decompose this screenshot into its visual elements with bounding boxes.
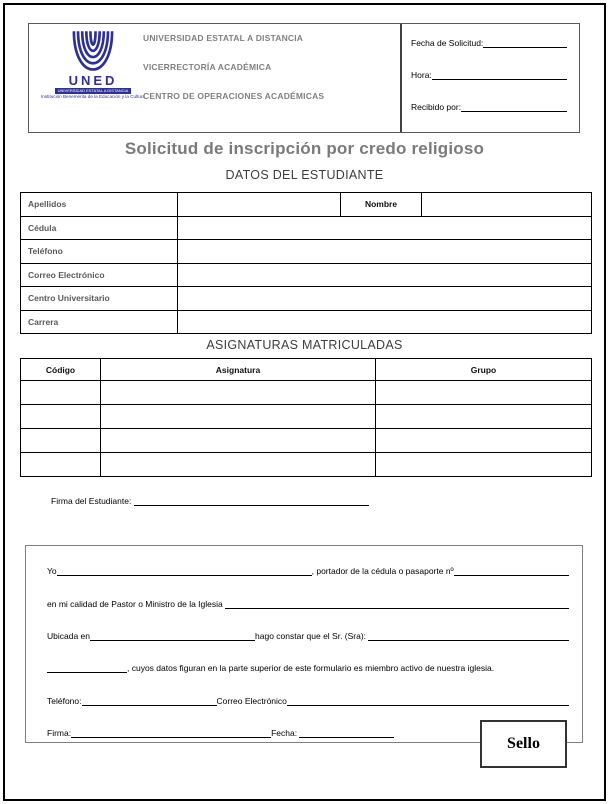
request-field-label: Recibido por: bbox=[411, 102, 462, 112]
fill-in-blank[interactable] bbox=[368, 630, 569, 641]
declaration-line bbox=[47, 548, 569, 580]
fill-in-blank[interactable] bbox=[432, 69, 567, 80]
fill-in-blank[interactable] bbox=[90, 630, 255, 641]
courses-table bbox=[20, 358, 592, 477]
table-row bbox=[21, 263, 592, 287]
table-row bbox=[21, 453, 592, 477]
student-field-cell[interactable] bbox=[178, 310, 592, 334]
declaration-line bbox=[47, 645, 569, 677]
uned-logo-mark-icon bbox=[41, 29, 145, 73]
stamp-box bbox=[480, 720, 567, 768]
declaration-text: , cuyos datos figuran en la parte superior de este formulario es miembro activo de nuestra iglesia. bbox=[127, 663, 495, 674]
nombre-field-cell[interactable] bbox=[422, 193, 592, 217]
student-row-label: Teléfono bbox=[21, 240, 178, 264]
course-field-cell[interactable] bbox=[376, 429, 592, 453]
student-row-label: Centro Universitario bbox=[21, 287, 178, 311]
declaration-text: , portador de la cédula o pasaporte nº bbox=[311, 566, 454, 577]
declaration-text: Teléfono: bbox=[47, 695, 82, 706]
apellidos-field-cell[interactable] bbox=[178, 193, 341, 217]
fill-in-blank[interactable] bbox=[299, 727, 394, 738]
org-line: VICERRECTORÍA ACADÉMICA bbox=[143, 62, 272, 72]
student-signature-blank[interactable] bbox=[134, 495, 369, 506]
student-signature-label: Firma del Estudiante: bbox=[51, 496, 132, 506]
student-row-label: Carrera bbox=[21, 310, 178, 334]
declaration-text: Yo bbox=[47, 566, 57, 577]
course-column-header: Grupo bbox=[376, 359, 592, 381]
course-field-cell[interactable] bbox=[21, 453, 101, 477]
table-row bbox=[21, 193, 592, 217]
student-field-cell[interactable] bbox=[178, 263, 592, 287]
table-row bbox=[21, 216, 592, 240]
student-field-cell[interactable] bbox=[178, 240, 592, 264]
courses-header-row bbox=[21, 359, 592, 381]
student-section-heading: DATOS DEL ESTUDIANTE bbox=[225, 168, 384, 182]
stamp-label: Sello bbox=[507, 735, 540, 752]
request-field-row bbox=[411, 69, 567, 80]
table-row bbox=[21, 310, 592, 334]
fill-in-blank[interactable] bbox=[82, 695, 217, 706]
fill-in-blank[interactable] bbox=[47, 662, 127, 673]
course-field-cell[interactable] bbox=[376, 405, 592, 429]
table-row bbox=[21, 240, 592, 264]
org-line: UNIVERSIDAD ESTATAL A DISTANCIA bbox=[143, 33, 304, 43]
apellidos-label: Apellidos bbox=[21, 193, 178, 217]
request-field-row bbox=[411, 101, 567, 112]
course-field-cell[interactable] bbox=[21, 381, 101, 405]
declaration-text: Correo Electrónico bbox=[216, 695, 287, 706]
declaration-line bbox=[47, 677, 569, 709]
declaration-text: Fecha: bbox=[271, 727, 300, 738]
request-field-row bbox=[411, 37, 567, 48]
request-field-label: Fecha de Solicitud: bbox=[411, 38, 484, 48]
fill-in-blank[interactable] bbox=[461, 101, 567, 112]
student-field-cell[interactable] bbox=[178, 216, 592, 240]
declaration-box bbox=[25, 545, 583, 743]
uned-logo-bar: UNIVERSIDAD ESTATAL A DISTANCIA bbox=[55, 88, 131, 94]
course-field-cell[interactable] bbox=[101, 405, 376, 429]
course-field-cell[interactable] bbox=[21, 429, 101, 453]
declaration-text: hago constar que el Sr. (Sra): bbox=[255, 630, 369, 641]
uned-logo bbox=[41, 29, 145, 100]
course-field-cell[interactable] bbox=[101, 429, 376, 453]
course-field-cell[interactable] bbox=[376, 381, 592, 405]
course-column-header: Código bbox=[21, 359, 101, 381]
header-org-lines bbox=[143, 33, 324, 101]
fill-in-blank[interactable] bbox=[57, 565, 312, 576]
course-column-header: Asignatura bbox=[101, 359, 376, 381]
header-box bbox=[28, 23, 580, 133]
header-request-fields bbox=[411, 24, 567, 132]
course-field-cell[interactable] bbox=[376, 453, 592, 477]
student-row-label: Cédula bbox=[21, 216, 178, 240]
org-line: CENTRO DE OPERACIONES ACADÉMICAS bbox=[143, 91, 325, 101]
student-signature-row bbox=[51, 495, 369, 506]
student-table bbox=[20, 192, 592, 334]
course-field-cell[interactable] bbox=[101, 381, 376, 405]
declaration-text: Ubicada en bbox=[47, 630, 91, 641]
student-row-label: Correo Electrónico bbox=[21, 263, 178, 287]
table-row bbox=[21, 287, 592, 311]
nombre-label: Nombre bbox=[341, 193, 422, 217]
declaration-text: en mi calidad de Pastor o Ministro de la Iglesia bbox=[47, 598, 226, 609]
page-title: Solicitud de inscripción por credo religioso bbox=[124, 139, 485, 158]
uned-logo-tagline: Institución Benemérita de la Educación y la Cultura bbox=[41, 94, 145, 99]
fill-in-blank[interactable] bbox=[454, 565, 569, 576]
fill-in-blank[interactable] bbox=[483, 37, 567, 48]
student-field-cell[interactable] bbox=[178, 287, 592, 311]
declaration-text: Firma: bbox=[47, 727, 72, 738]
course-field-cell[interactable] bbox=[21, 405, 101, 429]
header-divider bbox=[400, 24, 402, 132]
courses-section-heading: ASIGNATURAS MATRICULADAS bbox=[206, 338, 403, 352]
table-row bbox=[21, 429, 592, 453]
request-field-label: Hora: bbox=[411, 70, 432, 80]
table-row bbox=[21, 381, 592, 405]
uned-logo-acronym: UNED bbox=[68, 73, 118, 88]
fill-in-blank[interactable] bbox=[225, 598, 569, 609]
fill-in-blank[interactable] bbox=[71, 727, 271, 738]
table-row bbox=[21, 405, 592, 429]
course-field-cell[interactable] bbox=[101, 453, 376, 477]
fill-in-blank[interactable] bbox=[287, 695, 569, 706]
declaration-line bbox=[47, 580, 569, 612]
declaration-line bbox=[47, 613, 569, 645]
